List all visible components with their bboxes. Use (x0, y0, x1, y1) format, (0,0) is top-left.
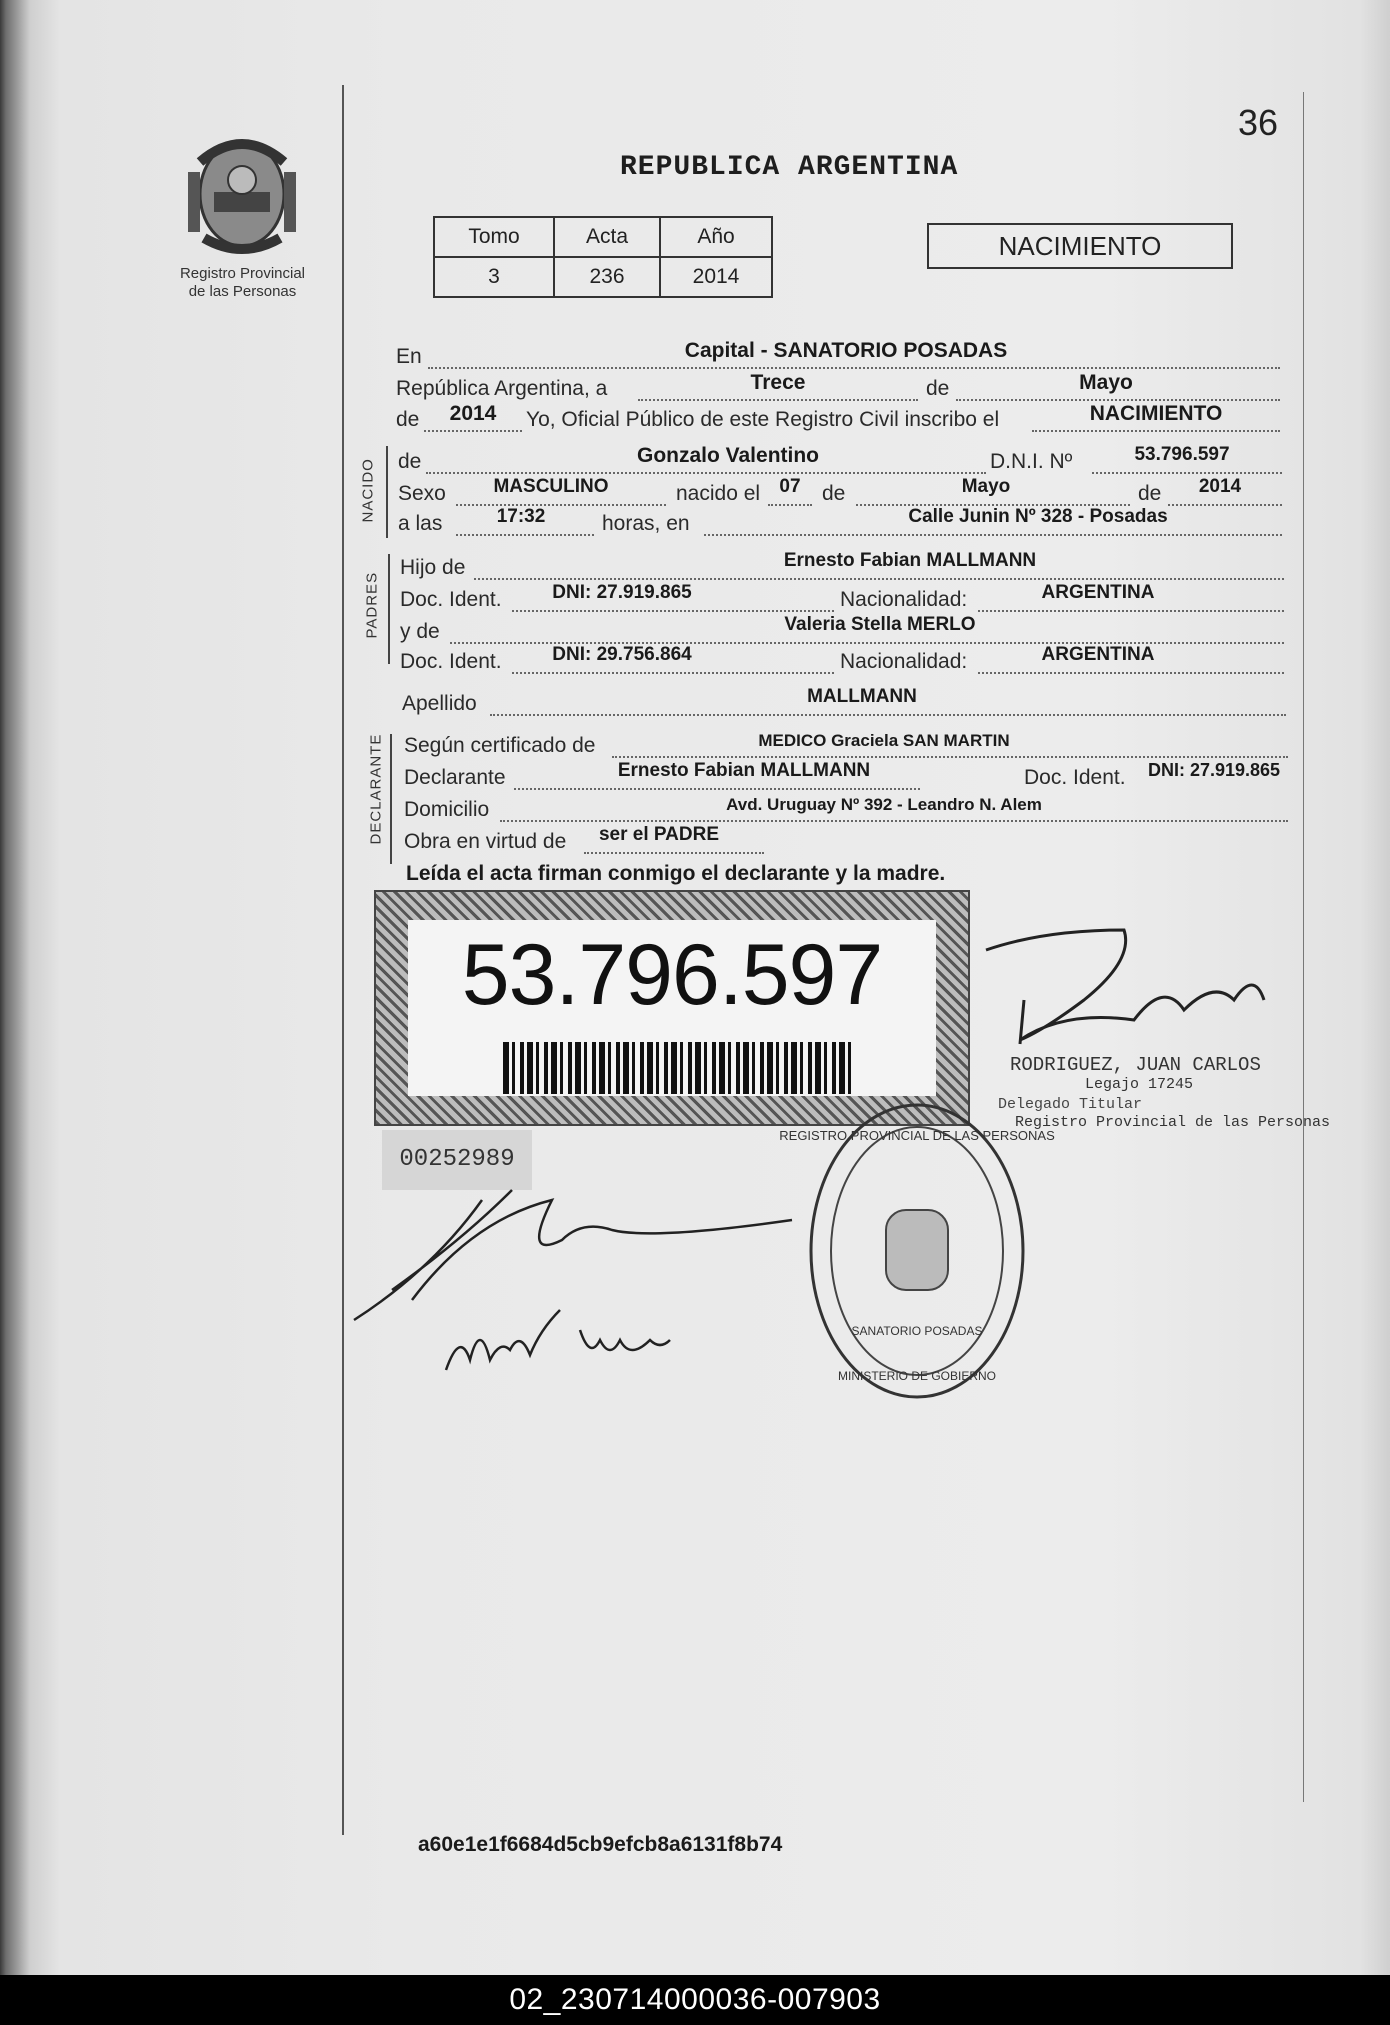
obra-label: Obra en virtud de (404, 830, 567, 853)
cert-value: MEDICO Graciela SAN MARTIN (758, 731, 1010, 750)
ano-header: Año (660, 217, 772, 257)
birth-day: 07 (779, 476, 801, 497)
register-table (433, 216, 773, 298)
inscribo-value: NACIMIENTO (1089, 402, 1223, 425)
year-row (396, 402, 1286, 438)
right-margin-line (1303, 92, 1304, 1802)
nacido-section-label: NACIDO (359, 458, 377, 523)
father-nat-label: Nacionalidad: (840, 588, 968, 611)
seal-bottom-text: MINISTERIO DE GOBIERNO (837, 1369, 997, 1383)
month-value: Mayo (1079, 371, 1133, 394)
sexo-value: MASCULINO (493, 476, 609, 497)
dni-label: D.N.I. Nº (990, 450, 1073, 473)
hijo-label: Hijo de (400, 556, 466, 579)
apellido-row (402, 686, 1286, 722)
child-name: Gonzalo Valentino (636, 444, 820, 467)
mother-doc: DNI: 29.756.864 (552, 644, 692, 665)
declarante-section-label: DECLARANTE (367, 733, 385, 845)
mother-doc-label: Doc. Ident. (400, 650, 502, 673)
serial-number: 00252989 (382, 1130, 532, 1190)
official-seal-icon (779, 1100, 1055, 1402)
mother-nationality: ARGENTINA (1041, 644, 1155, 665)
sticker-number: 53.796.597 (461, 927, 883, 1023)
de-label: de (926, 377, 950, 400)
de2-label: de (396, 408, 420, 431)
record-kind: NACIMIENTO (927, 223, 1233, 269)
year-value: 2014 (449, 402, 497, 425)
day-value: Trece (750, 371, 806, 394)
emblem-caption-line2: de las Personas (188, 283, 297, 300)
child-dni: 53.796.597 (1134, 444, 1230, 465)
official-legajo: Legajo 17245 (1085, 1076, 1194, 1093)
father-name: Ernesto Fabian MALLMANN (783, 550, 1037, 571)
tomo-header: Tomo (434, 217, 554, 257)
document-hash: a60e1e1f6684d5cb9efcb8a6131f8b74 (418, 1833, 783, 1856)
yde-label: y de (400, 620, 440, 643)
horas-label: horas, en (602, 512, 690, 535)
dni-sticker (374, 890, 970, 1126)
obra-value: ser el PADRE (598, 824, 720, 845)
barcode-icon (503, 1042, 853, 1094)
left-margin-line (342, 85, 344, 1835)
domicilio-value: Avd. Uruguay Nº 392 - Leandro N. Alem (726, 795, 1042, 814)
seal-outer-text: REGISTRO PROVINCIAL DE LAS PERSONAS (779, 1128, 1055, 1143)
misiones-emblem-icon (186, 132, 298, 262)
official-role: Delegado Titular (998, 1096, 1143, 1113)
mother-name: Valeria Stella MERLO (784, 614, 976, 635)
nacido-el-label: nacido el (676, 482, 761, 505)
birth-time: 17:32 (496, 506, 546, 527)
footer-id: 02_230714000036-007903 (0, 1975, 1390, 2025)
ano-value: 2014 (660, 257, 772, 297)
declarante-label: Declarante (404, 766, 506, 789)
page-number: 36 (1238, 102, 1279, 143)
official-name: RODRIGUEZ, JUAN CARLOS (1010, 1054, 1261, 1076)
sexo-label: Sexo (398, 482, 446, 505)
nacido-de2-label: de (822, 482, 846, 505)
republica-label: República Argentina, a (396, 377, 608, 400)
birth-year: 2014 (1198, 476, 1242, 497)
mother-nat-label: Nacionalidad: (840, 650, 968, 673)
tomo-value: 3 (434, 257, 554, 297)
declarante-doc: DNI: 27.919.865 (1147, 760, 1281, 780)
emblem-caption-line1: Registro Provincial (179, 265, 306, 282)
official-org: Registro Provincial de las Personas (1015, 1114, 1331, 1131)
declarante-name: Ernesto Fabian MALLMANN (617, 760, 871, 781)
alas-label: a las (398, 512, 443, 535)
birth-month: Mayo (961, 476, 1011, 497)
seal-inner-text: SANATORIO POSADAS (851, 1324, 983, 1338)
en-label: En (396, 345, 422, 368)
obra-row (404, 824, 1286, 860)
birth-place: Calle Junin Nº 328 - Posadas (908, 506, 1168, 527)
reading-statement: Leída el acta firman conmigo el declarante y la madre. (406, 862, 946, 885)
yo-text: Yo, Oficial Público de este Registro Civil inscribo el (526, 408, 1000, 431)
document-title: REPUBLICA ARGENTINA (620, 152, 959, 183)
father-nationality: ARGENTINA (1041, 582, 1155, 603)
acta-header: Acta (554, 217, 660, 257)
mother-doc-row (400, 644, 1286, 680)
mother-signature (440, 1300, 680, 1380)
cert-label: Según certificado de (404, 734, 596, 757)
apellido-label: Apellido (402, 692, 477, 715)
en-value: Capital - SANATORIO POSADAS (684, 339, 1008, 362)
emblem-caption (160, 265, 325, 301)
hora-row (398, 506, 1286, 542)
padres-section-label: PADRES (363, 571, 381, 639)
official-signature (984, 920, 1284, 1070)
domicilio-row (404, 795, 1286, 828)
declarante-row (404, 760, 1286, 796)
declarante-doc-label: Doc. Ident. (1024, 766, 1126, 789)
acta-value: 236 (554, 257, 660, 297)
father-doc: DNI: 27.919.865 (552, 582, 692, 603)
apellido-value: MALLMANN (807, 686, 917, 707)
nacido-de3-label: de (1138, 482, 1162, 505)
father-doc-label: Doc. Ident. (400, 588, 502, 611)
domicilio-label: Domicilio (404, 798, 490, 821)
nacido-de-label: de (398, 450, 422, 473)
